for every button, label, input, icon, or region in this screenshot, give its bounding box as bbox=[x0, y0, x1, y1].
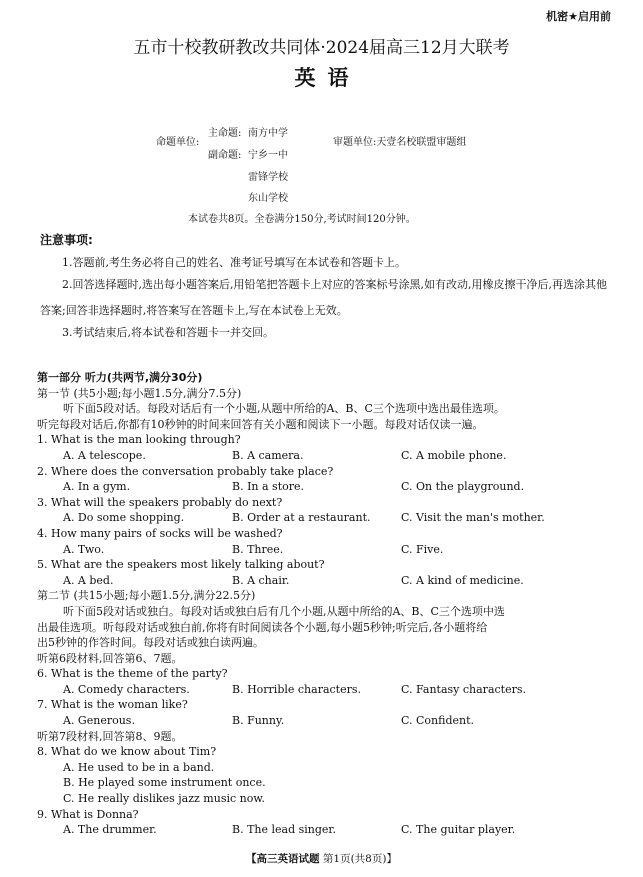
deputy-proposer-label: 副命题: bbox=[208, 150, 242, 161]
notes-heading: 注意事项: bbox=[40, 233, 93, 247]
subject-title: 英语 bbox=[294, 65, 361, 90]
q6-option-c: C. Fantasy characters. bbox=[401, 682, 526, 696]
note-item-2: 2.回答选择题时,选出每小题答案后,用铅笔把答题卡上对应的答案标号涂黑,如有改动,用橡皮擦干净后,再选涂其他答案;回答非选择题时,将答案写在答题卡上,写在本试卷上无效。 bbox=[40, 278, 607, 317]
footer-label: 【高三英语试题 bbox=[246, 853, 320, 865]
q9-option-a: A. The drummer. bbox=[63, 823, 157, 837]
q5-option-a: A. A bed. bbox=[63, 573, 114, 587]
q3-option-a: A. Do some shopping. bbox=[63, 511, 185, 525]
q9-option-b: B. The lead singer. bbox=[232, 823, 336, 837]
exam-info: 本试卷共8页。全卷满分150分,考试时间120分钟。 bbox=[188, 214, 416, 225]
q3-stem: 3. What will the speakers probably do next? bbox=[37, 495, 283, 509]
main-proposer-label: 主命题: bbox=[208, 128, 242, 139]
q2-option-a: A. In a gym. bbox=[63, 480, 131, 494]
q5-stem: 5. What are the speakers most likely talking about? bbox=[37, 558, 325, 572]
q3-options bbox=[37, 510, 637, 526]
proposer-label: 命题单位: bbox=[156, 137, 200, 148]
section2-instruction-1: 听下面5段对话或独白。每段对话或独白后有几个小题,从题中所给的A、B、C三个选项中选 bbox=[63, 604, 505, 618]
main-proposer-value: 南方中学 bbox=[248, 128, 288, 139]
q7-stem: 7. What is the woman like? bbox=[37, 698, 188, 712]
note-item-1: 1.答题前,考生务必将自己的姓名、准考证号填写在本试卷和答题卡上。 bbox=[62, 256, 406, 269]
q2-options bbox=[37, 479, 637, 495]
q5-options bbox=[37, 573, 637, 589]
section1-instruction-2: 听完每段对话后,你都有10秒钟的时间来回答有关小题和阅读下一小题。每段对话仅读一遍。 bbox=[37, 417, 484, 431]
q6-option-b: B. Horrible characters. bbox=[232, 682, 362, 696]
q1-option-b: B. A camera. bbox=[232, 448, 304, 462]
exam-title: 五市十校教研教改共同体·2024届高三12月大联考 bbox=[133, 38, 510, 58]
q2-option-c: C. On the playground. bbox=[401, 480, 525, 494]
reviewer: 审题单位:天壹名校联盟审题组 bbox=[333, 137, 467, 148]
material-6-instruction: 听第6段材料,回答第6、7题。 bbox=[37, 651, 183, 665]
confidential-mark: 机密★启用前 bbox=[546, 10, 611, 23]
q5-option-b: B. A chair. bbox=[232, 573, 290, 587]
section1-title: 第一节 (共5小题;每小题1.5分,满分7.5分) bbox=[37, 386, 242, 400]
school-3: 东山学校 bbox=[248, 193, 288, 204]
note-item-3: 3.考试结束后,将本试卷和答题卡一并交回。 bbox=[62, 326, 274, 339]
q7-options bbox=[37, 713, 637, 729]
section1-instruction-1: 听下面5段对话。每段对话后有一个小题,从题中所给的A、B、C三个选项中选出最佳选项。 bbox=[63, 402, 505, 416]
q5-option-c: C. A kind of medicine. bbox=[401, 573, 524, 587]
section2-instruction-2: 出最佳选项。听每段对话或独白前,你将有时间阅读各个小题,每小题5秒钟;听完后,各小题将给 bbox=[37, 620, 488, 634]
section2-instruction-3: 出5秒钟的作答时间。每段对话或独白读两遍。 bbox=[37, 636, 264, 650]
q3-option-c: C. Visit the man's mother. bbox=[401, 511, 545, 525]
q6-stem: 6. What is the theme of the party? bbox=[37, 667, 228, 681]
q7-option-b: B. Funny. bbox=[232, 714, 285, 728]
q1-option-a: A. A telescope. bbox=[63, 448, 146, 462]
q8-option-c: C. He really dislikes jazz music now. bbox=[63, 792, 265, 806]
q9-options bbox=[37, 822, 637, 838]
section2-title: 第二节 (共15小题;每小题1.5分,满分22.5分) bbox=[37, 589, 256, 603]
q8-option-b: B. He played some instrument once. bbox=[63, 776, 266, 790]
q2-option-b: B. In a store. bbox=[232, 480, 305, 494]
q6-options bbox=[37, 682, 637, 698]
part1-title: 第一部分 听力(共两节,满分30分) bbox=[37, 371, 203, 384]
q4-option-a: A. Two. bbox=[63, 542, 105, 556]
school-2: 雷锋学校 bbox=[248, 172, 288, 183]
q2-stem: 2. Where does the conversation probably take place? bbox=[37, 464, 334, 478]
q4-option-c: C. Five. bbox=[401, 542, 444, 556]
q4-options bbox=[37, 542, 637, 558]
q4-stem: 4. How many pairs of socks will be washed? bbox=[37, 526, 283, 540]
q8-stem: 8. What do we know about Tim? bbox=[37, 745, 217, 759]
deputy-proposer-value: 宁乡一中 bbox=[248, 150, 288, 161]
q1-option-c: C. A mobile phone. bbox=[401, 448, 507, 462]
q9-option-c: C. The guitar player. bbox=[401, 823, 516, 837]
q9-stem: 9. What is Donna? bbox=[37, 807, 139, 821]
q1-options bbox=[37, 448, 637, 464]
q4-option-b: B. Three. bbox=[232, 542, 284, 556]
q6-option-a: A. Comedy characters. bbox=[63, 682, 190, 696]
q1-stem: 1. What is the man looking through? bbox=[37, 433, 241, 447]
q7-option-a: A. Generous. bbox=[63, 714, 135, 728]
listening-section bbox=[37, 370, 637, 838]
page-footer bbox=[0, 851, 643, 866]
footer-page: 第1页(共8页)】 bbox=[322, 853, 397, 865]
q7-option-c: C. Confident. bbox=[401, 714, 475, 728]
q3-option-b: B. Order at a restaurant. bbox=[232, 511, 371, 525]
q8-option-a: A. He used to be in a band. bbox=[63, 760, 215, 774]
material-7-instruction: 听第7段材料,回答第8、9题。 bbox=[37, 729, 183, 743]
